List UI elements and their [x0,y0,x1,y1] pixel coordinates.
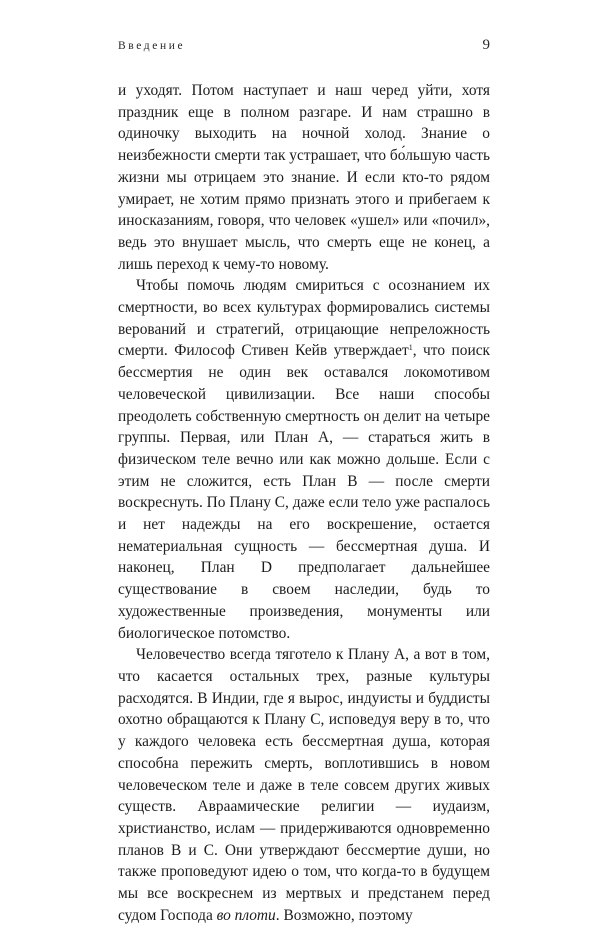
running-head-title: Введение [118,40,186,52]
footnote-reference[interactable]: 1 [408,343,413,353]
paragraph-3-text-after: . Возможно, поэтому [275,906,413,924]
paragraph-2 [118,275,490,644]
page-number: 9 [482,37,490,53]
paragraph-3-text-before: Человечество всегда тяготело к Плану A, а вот в том, что касается остальных трех, разные культуры расходятся. В Индии, где я вырос, индуисты и буддисты охотно обращаются к Плану C, исповедуя веру в то, что у каждого человека есть бессмертная душа, которая способна пережить смерть, воплотившись в новом человеческом теле и даже в теле совсем других живых существ. Авраамические религии — иудаизм, христианство, ислам — придерживаются одновременно планов B и C. Они утверждают бессмертие души, но также проповедуют идею о том, что когда-то в будущем мы все воскреснем из мертвых и предстанем перед судом Господа [118,646,490,924]
paragraph-1 [118,80,490,275]
paragraph-3 [118,644,490,926]
running-header [118,37,490,60]
paragraph-2-text-before: Чтобы помочь людям смириться с осознанием их смертности, во всех культурах формировались системы верований и стратегий, отрицающие непреложность смерти. Философ Стивен Кейв утверждает [118,277,490,360]
paragraph-3-emphasis: во плоти [216,906,276,924]
paragraph-2-text-after: , что поиск бессмертия не один век оставался локомотивом человеческой цивилизации. Все наши способы преодолеть собственную смертность он делит на четыре группы. Первая, или План A, — стараться жить в физическом теле вечно или как можно дольше. Если с этим не сложится, есть План B — после смерти воскреснуть. По Плану C, даже если тело уже распалось и нет надежды на его воскрешение, остается нематериальная сущность — бессмертная душа. И наконец, План D предполагает дальнейшее существование в своем наследии, будь то художественные произведения, монументы или биологическое потомство. [118,342,490,642]
page-body [118,80,490,926]
paragraph-1-text: и уходят. Потом наступает и наш черед уйти, хотя праздник еще в полном разгаре. И нам страшно в одиночку выходить на ночной холод. Знание о неизбежности смерти так устрашает, что бо́льшую часть жизни мы отрицаем это знание. И если кто-то рядом умирает, не хотим прямо признать этого и прибегаем к иносказаниям, говоря, что человек «ушел» или «почил», ведь это внушает мысль, что смерть еще не конец, а лишь переход к чему-то новому. [118,82,490,273]
